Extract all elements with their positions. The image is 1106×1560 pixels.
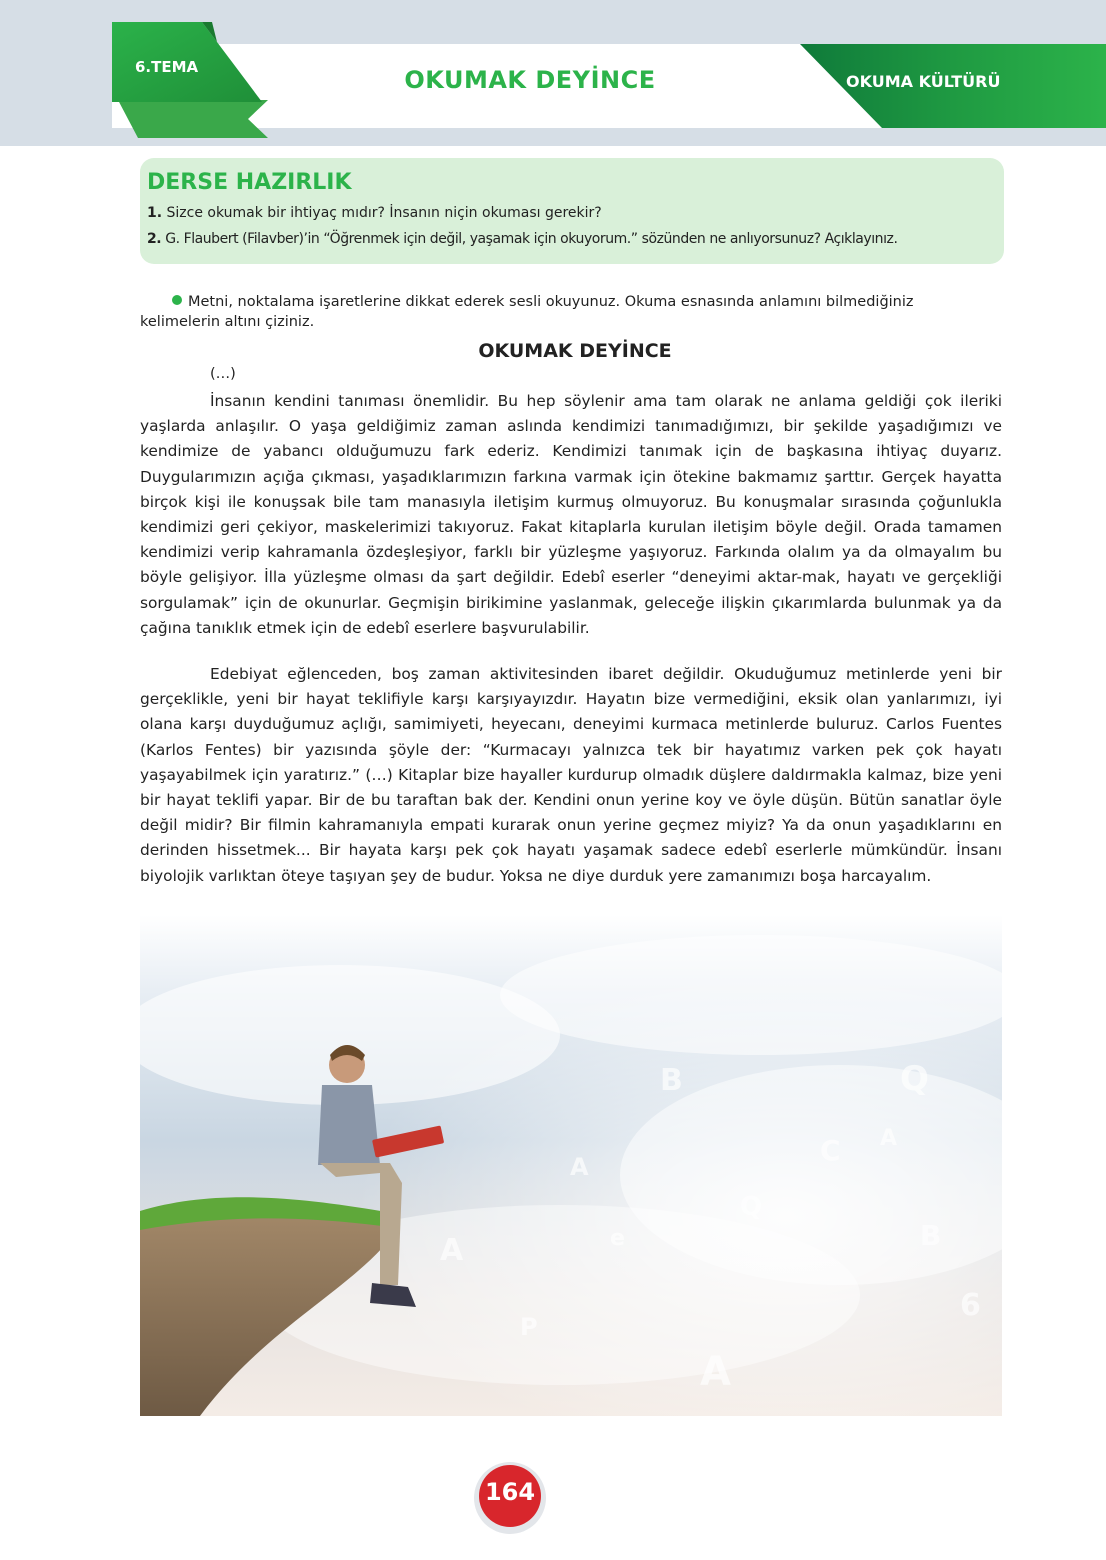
prep-title: DERSE HAZIRLIK: [147, 170, 352, 195]
svg-text:e: e: [610, 1226, 625, 1251]
svg-text:Q: Q: [900, 1059, 929, 1099]
reading-title: OKUMAK DEYİNCE: [478, 340, 672, 362]
svg-text:B: B: [920, 1219, 942, 1252]
question-text: Sizce okumak bir ihtiyaç mıdır? İnsanın niçin okuması gerekir?: [166, 205, 602, 221]
question-number: 1.: [147, 205, 163, 221]
instruction-line-2: kelimelerin altını çiziniz.: [140, 314, 315, 330]
svg-text:B: B: [660, 1063, 683, 1098]
svg-text:A: A: [880, 1126, 898, 1151]
reading-paragraph-1: İnsanın kendini tanıması önemlidir. Bu hep söylenir ama tam olarak ne anlama geldiği çok ileriki yaşlarda anlaşılır. O yaşa geldiğimiz zaman aslında kendimizi tanımadığımızı, bir şekilde yaşadığımızı ve kendimize de yabancı olduğumuzu fark ederiz. Kendimizi tanımak için de başkasına ihtiyaç duyarız. Duygularımızın açığa çıkması, yaşadıklarımızın farkına varmak için ötekine bakmamız şarttır. Gerçek hayatta birçok kişi ile konuşsak bile tam manasıyla iletişim kurmuş olmuyoruz. Bu konuşmalar sırasında çoğunlukla kendimizi geri çekiyor, maskelerimizi takıyoruz. Fakat kitaplarla kurulan iletişim böyle değil. Orada tamamen kendimizi verip kahramanla özdeşleşiyor, farklı bir yüzleşme yaşıyoruz. Farkında olalım ya da olmayalım bu böyle gelişiyor. İlla yüzleşme olması da şart değildir. Edebî eserler “deneyimi aktar-mak, hayatı ve gerçekliği sorgulamak” için de okunurlar. Geçmişin birikimine yaslanmak, geleceğe ilişkin çıkarımlarda bulunmak ya da çağına tanıklık etmek için de edebî eserlere başvurulabilir.: [140, 392, 1002, 637]
instruction-line-1: Metni, noktalama işaretlerine dikkat ederek sesli okuyunuz. Okuma esnasında anlamını bilmediğiniz: [188, 294, 914, 310]
question-number: 2.: [147, 231, 162, 247]
reading-illustration: [140, 915, 1002, 1416]
svg-text:A: A: [700, 1349, 731, 1395]
bullet-dot-icon: [172, 295, 182, 305]
section-label: OKUMA KÜLTÜRÜ: [846, 72, 1001, 91]
svg-text:P: P: [520, 1313, 538, 1341]
question-text: G. Flaubert (Filavber)’in “Öğrenmek için değil, yaşamak için okuyorum.” sözünden ne anlıyorsunuz? Açıklayınız.: [165, 231, 898, 247]
reading-paragraph-2: Edebiyat eğlenceden, boş zaman aktivitesinden ibaret değildir. Okuduğumuz metinlerde yeni bir gerçeklikle, yeni bir hayat teklifiyle karşı karşıyayızdır. Hayatın bize vermediğini, eksik olan yanlarımızı, iyi olana karşı duyduğumuz açlığı, samimiyeti, heyecanı, deneyimi kurmaca metinlerde buluruz. Carlos Fuentes (Karlos Fentes) bir yazısında şöyle der: “Kurmacayı yalnızca tek bir hayatımız varken pek çok hayatı yaşayabilmek için yaratırız.” (…) Kitaplar bize hayaller kurdurup olmadık düşlere daldırmakla kalmaz, bize yeni bir hayat teklifi yapar. Bir de bu taraftan bak der. Kendini onun yerine koy ve öyle düşün. Bütün sanatlar öyle değil midir? Bir filmin kahramanıyla empati kurarak onun yerine geçmez miyiz? Ya da onun yaşadıklarını en derinden hissetmek... Bir hayata karşı pek çok hayatı yaşamak sadece edebî eserlerle mümkündür. İnsanı biyolojik varlıktan öteye taşıyan şey de budur. Yoksa ne diye durduk yere zamanımızı boşa harcayalım.: [140, 665, 1002, 885]
page-number: 164: [484, 1478, 536, 1506]
svg-text:Q: Q: [740, 1192, 763, 1222]
prep-question-1: [147, 205, 602, 221]
theme-label: 6.TEMA: [135, 58, 199, 76]
svg-text:C: C: [820, 1134, 841, 1167]
instruction: [172, 290, 1002, 314]
prep-question-2: [147, 231, 897, 247]
svg-text:A: A: [570, 1153, 589, 1181]
svg-text:A: A: [440, 1233, 464, 1268]
reading-ellipsis: (…): [210, 366, 236, 382]
svg-text:6: 6: [960, 1288, 981, 1323]
page-heading: OKUMAK DEYİNCE: [404, 66, 656, 94]
